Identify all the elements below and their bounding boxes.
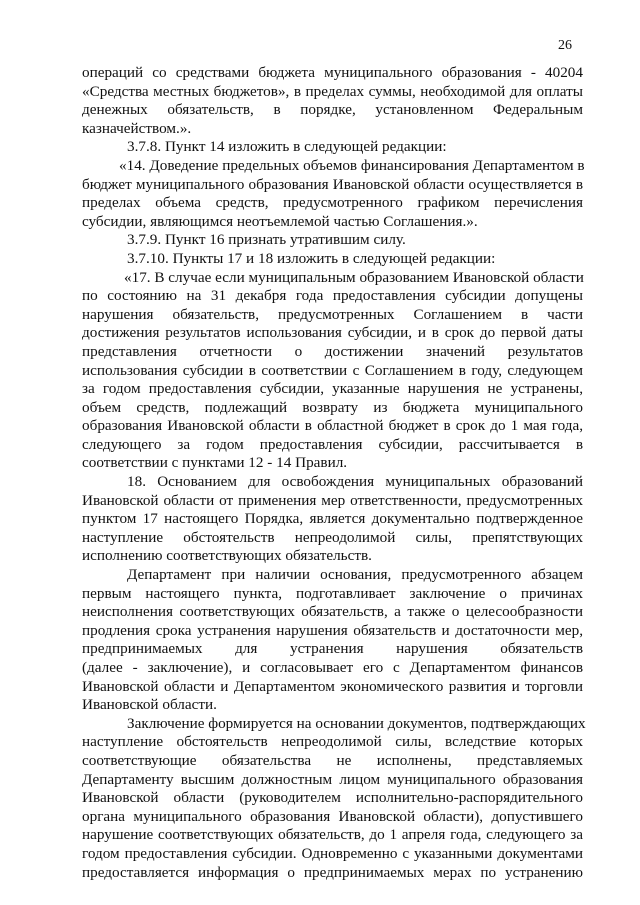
text-line: бюджет муниципального образования Ивановской области осуществляется в [82,175,583,193]
text-line: за годом предоставления субсидии, указанные нарушения не устранены, [82,380,583,398]
text-line: соответствии с пунктами 12 - 14 Правил. [82,454,348,472]
text-line: нарушения обязательств, предусмотренных Соглашением в части [82,305,583,323]
text-line: неисполнения соответствующих обязательств, а также о целесообразности [82,603,583,621]
text-line: по состоянию на 31 декабря года предоставления субсидии допущены [82,287,583,305]
text-line: Ивановской области от применения мер ответственности, предусмотренных [82,491,583,509]
text-line: 3.7.8. Пункт 14 изложить в следующей редакции: [127,138,447,156]
text-line: «14. Доведение предельных объемов финансирования Департаментом в [119,156,585,174]
text-line: 3.7.10. Пункты 17 и 18 изложить в следующей редакции: [127,249,496,267]
text-line: Департаменту высшим должностным лицом муниципального образования [82,770,583,788]
text-line: Ивановской области. [82,696,217,714]
text-line: наступление обстоятельств непреодолимой силы, вследствие которых [82,733,583,751]
text-line: достижения результатов использования субсидии, и в срок до первой даты [82,324,583,342]
text-line: наступление обстоятельств непреодолимой силы, препятствующих [82,528,583,546]
text-line: Ивановской области (руководителем исполнительно-распорядительного [82,789,583,807]
text-line: казначейством.». [82,119,192,137]
text-line: представления отчетности о достижении значений результатов [82,342,583,360]
text-line: органа муниципального образования Ивановской области), допустившего [82,807,583,825]
text-line: пунктом 17 настоящего Порядка, является документально подтвержденное [82,510,583,528]
text-line: нарушение соответствующих обязательств, до 1 апреля года, следующего за [82,826,583,844]
text-line: предоставляется информация о предпринимаемых мерах по устранению [82,863,583,881]
text-line: денежных обязательств, в порядке, установленном Федеральным [82,101,583,119]
text-line: следующего за годом предоставления субсидии, рассчитывается в [82,435,583,453]
text-line: соответствующие обязательства не исполнены, представляемых [82,751,583,769]
text-line: образования Ивановской области в областной бюджет в срок до 1 мая года, [82,417,583,435]
text-line: Ивановской области и Департаментом экономического развития и торговли [82,677,583,695]
text-line: 3.7.9. Пункт 16 признать утратившим силу. [127,231,406,249]
text-line: Департамент при наличии основания, предусмотренного абзацем [127,566,583,584]
text-line: предпринимаемых для устранения нарушения обязательств [82,640,583,658]
text-line: «Средства местных бюджетов», в пределах суммы, необходимой для оплаты [82,82,583,100]
page-number: 26 [558,38,572,53]
document-body [82,64,586,882]
text-line: первым настоящего пункта, подготавливает заключение о причинах [82,584,583,602]
text-line: исполнению соответствующих обязательств. [82,547,372,565]
text-line: использования субсидии в соответствии с Соглашением в году, следующем [82,361,583,379]
text-line: операций со средствами бюджета муниципального образования - 40204 [82,64,583,81]
text-line: (далее - заключение), и согласовывает его с Департаментом финансов [82,659,583,676]
text-line: объем средств, подлежащий возврату из бюджета муниципального [82,398,583,416]
text-line: Заключение формируется на основании документов, подтверждающих [127,714,586,732]
text-line: 18. Основанием для освобождения муниципальных образований [127,473,583,491]
text-line: «17. В случае если муниципальным образованием Ивановской области [124,268,584,286]
text-line: субсидии, являющимся неотъемлемой частью Соглашения.». [82,212,478,230]
text-line: годом предоставления субсидии. Одновременно с указанными документами [82,844,583,862]
text-line: пределах объема средств, предусмотренного графиком перечисления [82,194,583,212]
text-line: продления срока устранения нарушения обязательств и достаточности мер, [82,621,583,639]
